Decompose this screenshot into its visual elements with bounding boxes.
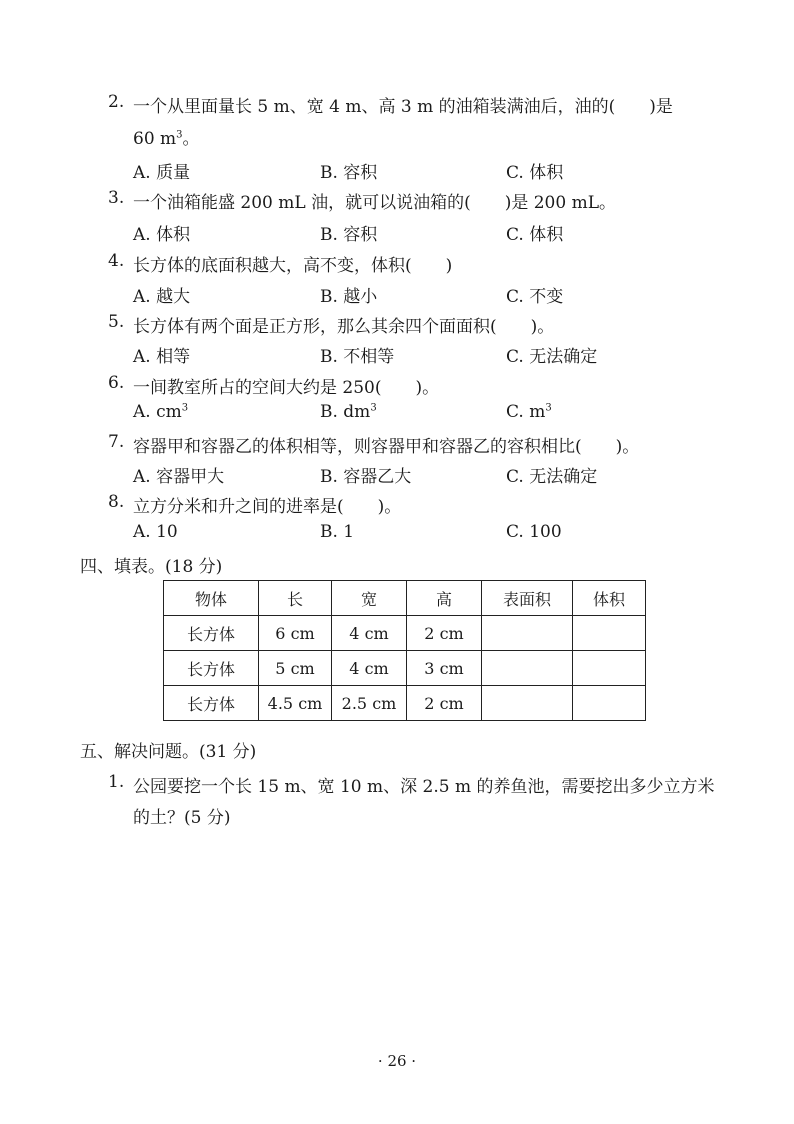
question-6-option-a[interactable] [133, 402, 188, 422]
question-3-text: 一个油箱能盛 200 mL 油，就可以说油箱的( )是 200 mL。 [133, 193, 616, 213]
table-row [164, 651, 646, 686]
section-4-title: 四、填表。(18 分) [80, 557, 223, 577]
table-cell-surface-area-blank[interactable] [482, 651, 573, 686]
question-8-number: 8. [108, 492, 125, 512]
question-5-text: 长方体有两个面是正方形，那么其余四个面面积( )。 [133, 317, 555, 337]
question-4-option-b[interactable]: B. 越小 [320, 287, 378, 307]
page-number: · 26 · [377, 1052, 417, 1070]
problem-1-text-line2: 的土？(5 分) [133, 808, 231, 828]
table-cell-volume-blank[interactable] [573, 686, 646, 721]
table-cell-volume-blank[interactable] [573, 651, 646, 686]
table-cell: 5 cm [259, 651, 332, 686]
question-6-option-b[interactable] [320, 402, 377, 422]
question-5-option-a[interactable]: A. 相等 [133, 347, 191, 367]
table-cell: 2.5 cm [332, 686, 407, 721]
problem-1-number: 1. [108, 772, 125, 792]
table-header-cell: 物体 [164, 581, 259, 616]
table-cell: 长方体 [164, 651, 259, 686]
question-6-option-b-label: B. dm [320, 402, 371, 422]
question-2-option-b[interactable]: B. 容积 [320, 163, 378, 183]
question-5-option-c[interactable]: C. 无法确定 [506, 347, 598, 367]
question-6-option-a-exponent: 3 [181, 402, 189, 414]
table-cell: 3 cm [407, 651, 482, 686]
question-3-option-b[interactable]: B. 容积 [320, 225, 378, 245]
question-4-text: 长方体的底面积越大，高不变，体积( ) [133, 256, 453, 276]
question-2-option-c[interactable]: C. 体积 [506, 163, 564, 183]
table-header-cell: 表面积 [482, 581, 573, 616]
question-6-option-c-label: C. m [506, 402, 546, 422]
question-2-unit: 60 m [133, 129, 177, 149]
table-row [164, 686, 646, 721]
table-cell: 4.5 cm [259, 686, 332, 721]
question-3-number: 3. [108, 188, 125, 208]
question-6-option-b-exponent: 3 [370, 402, 377, 414]
question-7-text: 容器甲和容器乙的体积相等，则容器甲和容器乙的容积相比( )。 [133, 437, 640, 457]
table-cell-surface-area-blank[interactable] [482, 616, 573, 651]
table-cell: 长方体 [164, 686, 259, 721]
question-2-number: 2. [108, 92, 125, 112]
question-2-text-line2 [133, 124, 200, 149]
table-header-cell: 长 [259, 581, 332, 616]
question-4-number: 4. [108, 251, 125, 271]
table-cell: 4 cm [332, 651, 407, 686]
problem-1-text: 公园要挖一个长 15 m、宽 10 m、深 2.5 m 的养鱼池，需要挖出多少立方米 [133, 777, 715, 797]
question-8-text: 立方分米和升之间的进率是( )。 [133, 497, 402, 517]
table-header-cell: 体积 [573, 581, 646, 616]
question-7-option-a[interactable]: A. 容器甲大 [133, 467, 225, 487]
question-7-option-c[interactable]: C. 无法确定 [506, 467, 598, 487]
table-cell: 长方体 [164, 616, 259, 651]
question-8-option-a[interactable]: A. 10 [133, 522, 178, 542]
table-cell-volume-blank[interactable] [573, 616, 646, 651]
question-2-option-a[interactable]: A. 质量 [133, 163, 191, 183]
dimensions-table [163, 580, 646, 721]
question-4-option-c[interactable]: C. 不变 [506, 287, 564, 307]
question-2-period: 。 [182, 129, 200, 149]
table-cell: 4 cm [332, 616, 407, 651]
question-3-option-a[interactable]: A. 体积 [133, 225, 191, 245]
question-3-option-c[interactable]: C. 体积 [506, 225, 564, 245]
question-6-option-c-exponent: 3 [545, 402, 552, 414]
question-7-option-b[interactable]: B. 容器乙大 [320, 467, 412, 487]
table-header-cell: 高 [407, 581, 482, 616]
table-header-cell: 宽 [332, 581, 407, 616]
question-5-option-b[interactable]: B. 不相等 [320, 347, 395, 367]
table-cell: 2 cm [407, 686, 482, 721]
question-8-option-b[interactable]: B. 1 [320, 522, 355, 542]
question-2-text: 一个从里面量长 5 m、宽 4 m、高 3 m 的油箱装满油后，油的( )是 [133, 97, 673, 117]
table-header-row [164, 581, 646, 616]
question-8-option-c[interactable]: C. 100 [506, 522, 562, 542]
question-6-option-a-label: A. cm [133, 402, 182, 422]
table-cell: 6 cm [259, 616, 332, 651]
table-cell: 2 cm [407, 616, 482, 651]
question-4-option-a[interactable]: A. 越大 [133, 287, 191, 307]
section-5-title: 五、解决问题。(31 分) [80, 742, 257, 762]
table-row [164, 616, 646, 651]
question-6-option-c[interactable] [506, 402, 552, 422]
table-cell-surface-area-blank[interactable] [482, 686, 573, 721]
question-6-text: 一间教室所占的空间大约是 250( )。 [133, 378, 440, 398]
question-7-number: 7. [108, 432, 125, 452]
question-5-number: 5. [108, 312, 125, 332]
question-6-number: 6. [108, 373, 125, 393]
question-2-unit-exponent: 3 [176, 129, 183, 141]
